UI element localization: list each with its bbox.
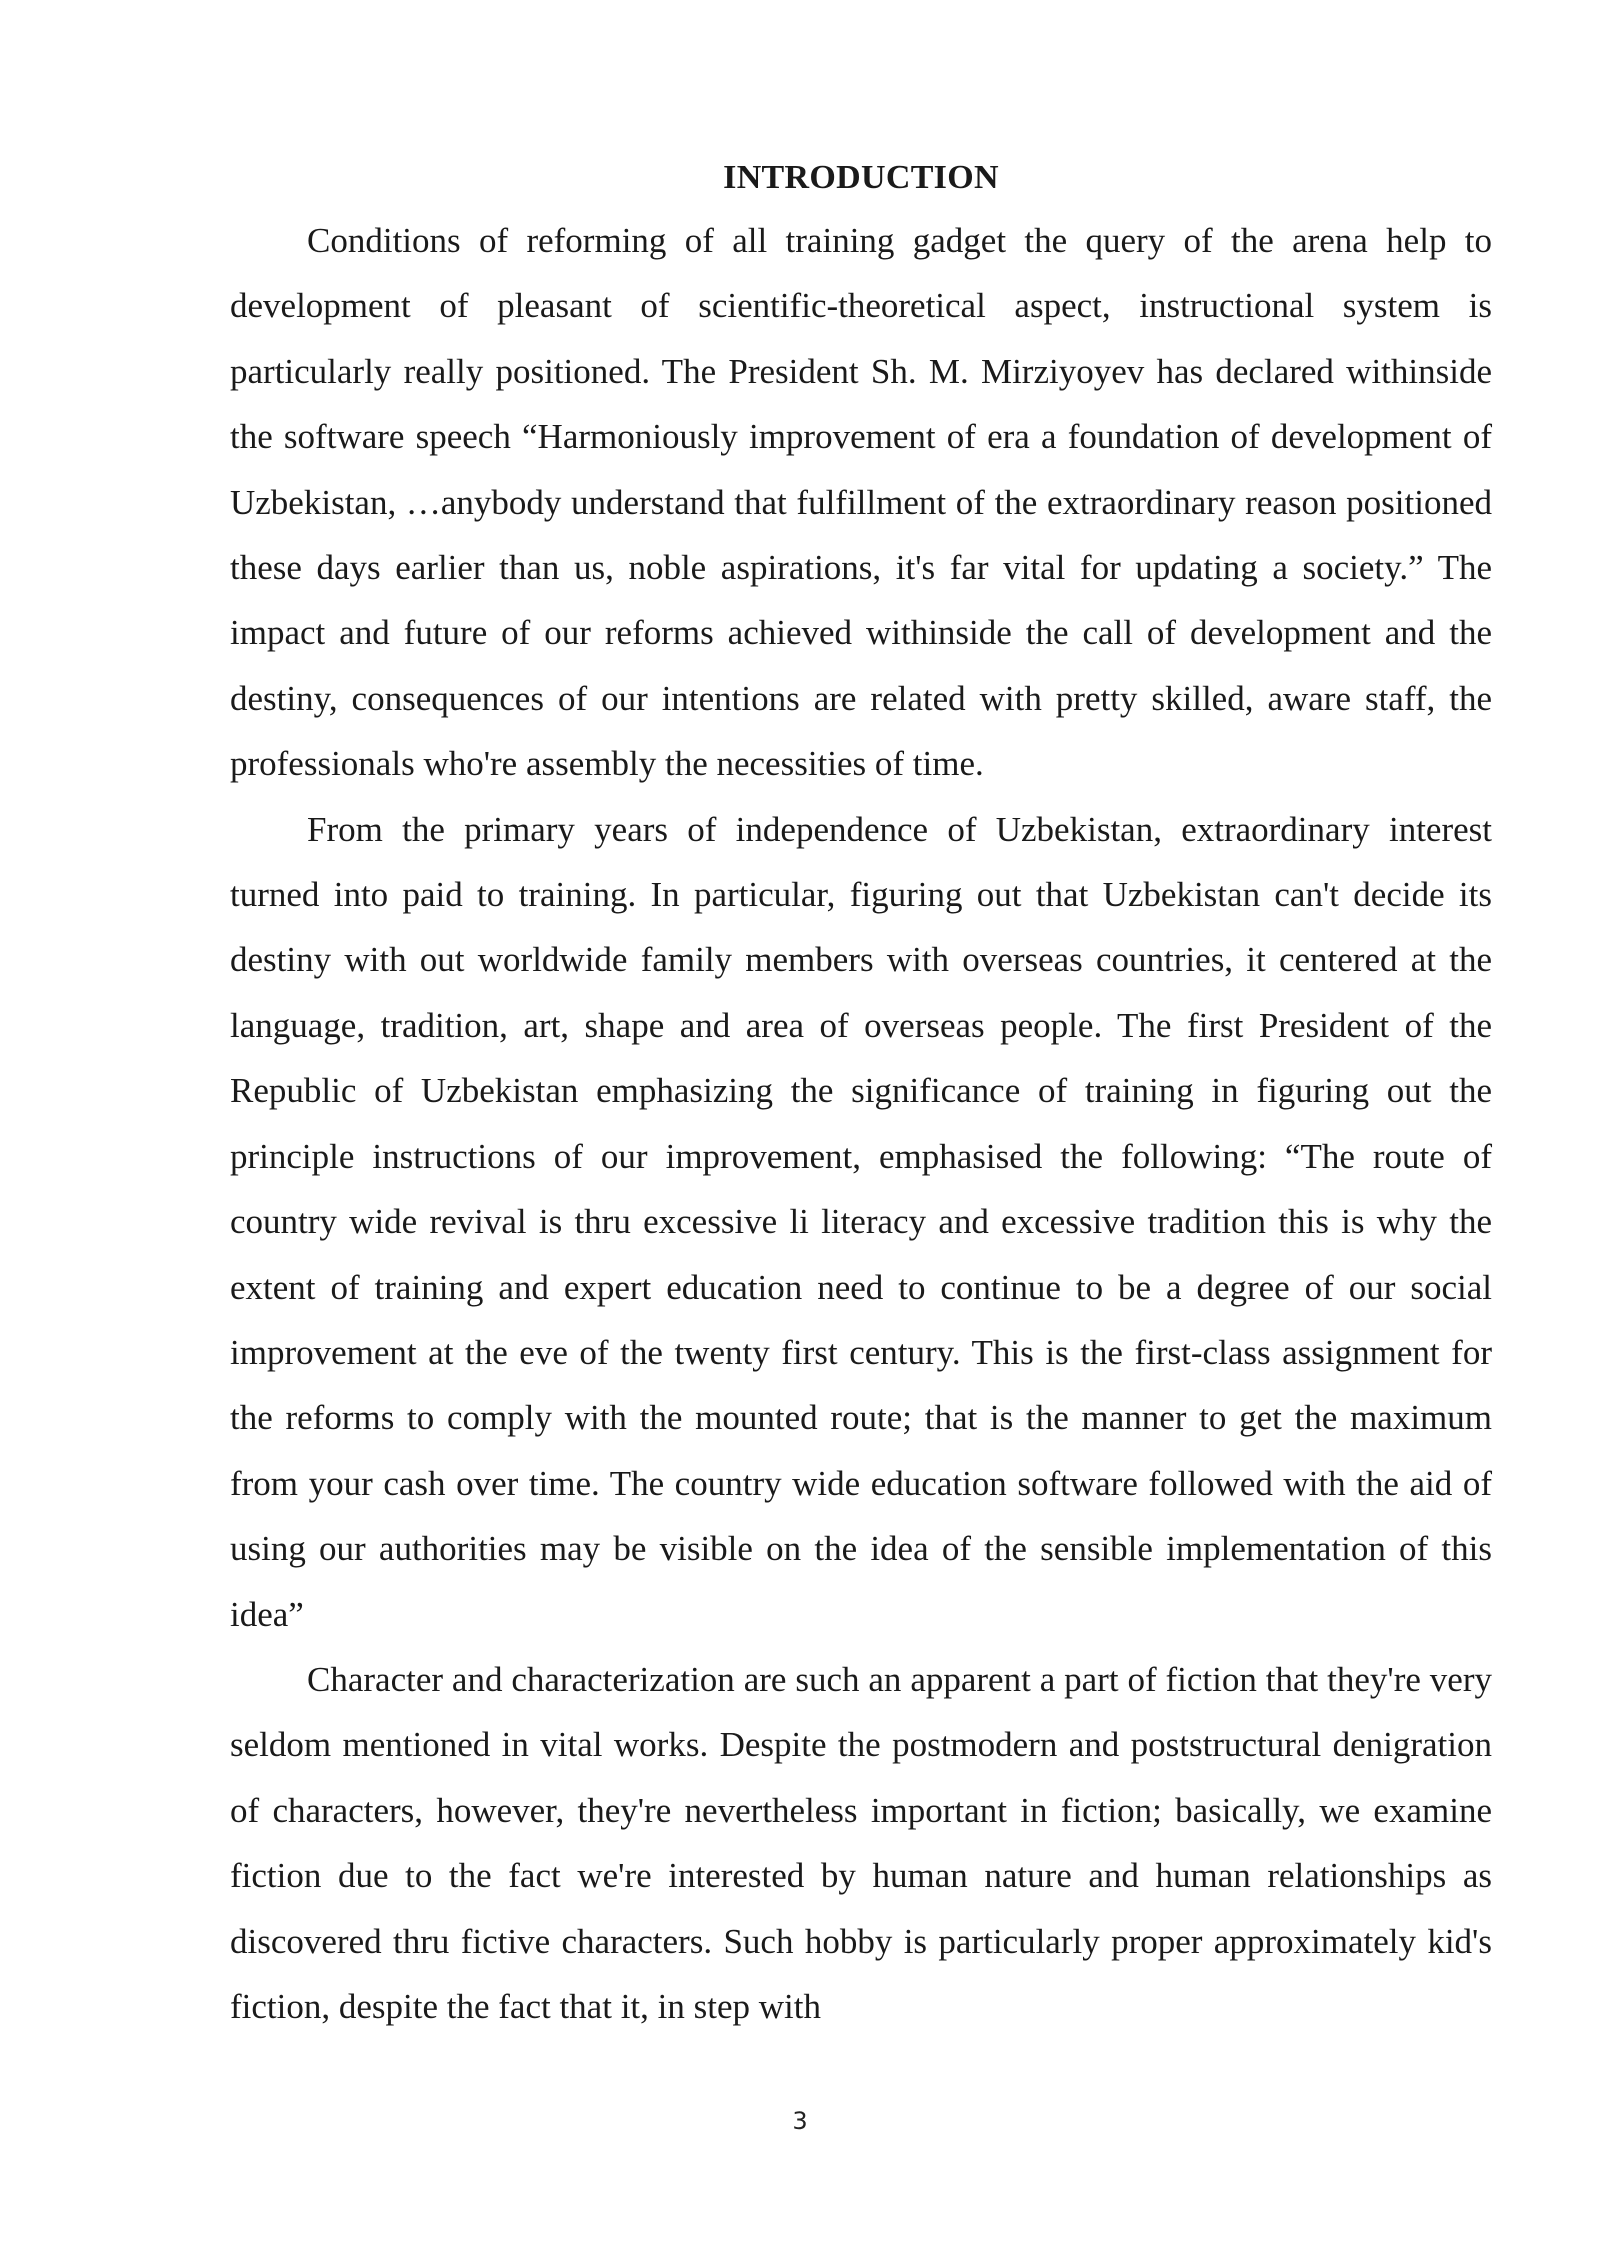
page-number: 3 — [792, 2107, 808, 2135]
paragraph-1: Conditions of reforming of all training gadget the query of the arena help to development of pleasant of scientific-theoretical aspect, instructional system is particularly really positioned. The President Sh. M. Mirziyoyev has declared withinside the software speech “Harmoniously improvement of era a foundation of development of Uzbekistan, …anybody understand that fulfillment of the extraordinary reason positioned these days earlier than us, noble aspirations, it's far vital for updating a society.” The impact and future of our reforms achieved withinside the call of development and the destiny, consequences of our intentions are related with pretty skilled, aware staff, the professionals who're assembly the necessities of time. — [230, 221, 1492, 784]
section-title: INTRODUCTION — [723, 159, 999, 196]
paragraph-3: Character and characterization are such an apparent a part of fiction that they're very seldom mentioned in vital works. Despite the postmodern and poststructural denigration of characters, however, they're nevertheless important in fiction; basically, we examine fiction due to the fact we're interested by human nature and human relationships as discovered thru fictive characters. Such hobby is particularly proper approximately kid's fiction, despite the fact that it, in step with — [230, 1659, 1492, 2026]
paragraph-2: From the primary years of independence of Uzbekistan, extraordinary interest turned into paid to training. In particular, figuring out that Uzbekistan can't decide its destiny with out worldwide family members with overseas countries, it centered at the language, tradition, art, shape and area of overseas people. The first President of the Republic of Uzbekistan emphasizing the significance of training in figuring out the principle instructions of our improvement, emphasised the following: “The route of country wide revival is thru excessive li literacy and excessive tradition this is why the extent of training and expert education need to continue to be a degree of our social improvement at the eve of the twenty first century. This is the first-class assignment for the reforms to comply with the mounted route; that is the manner to get the maximum from your cash over time. The country wide education software followed with the aid of using our authorities may be visible on the idea of the sensible implementation of this idea” — [230, 809, 1492, 1634]
page-content — [230, 148, 1492, 2039]
